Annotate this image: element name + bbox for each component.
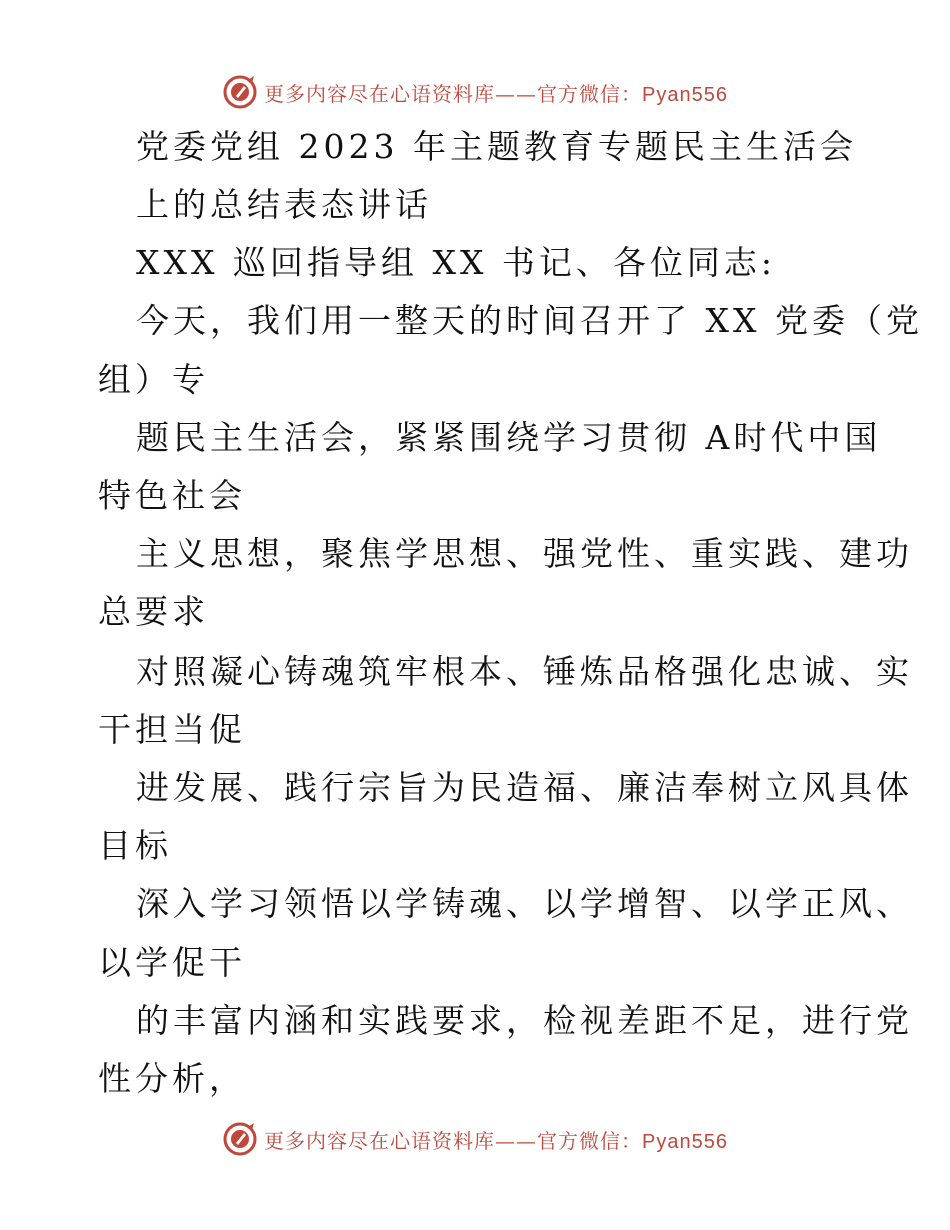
body-line: 对照凝心铸魂筑牢根本、锤炼品格强化忠诚、实: [136, 652, 913, 691]
body-line: 的丰富内涵和实践要求，检视差距不足，进行党: [136, 1001, 913, 1040]
body-line: 以学促干: [98, 943, 246, 982]
document-title-line-1: 党委党组 2023 年主题教育专题民主生活会: [136, 127, 857, 166]
pen-nib-circle-icon: [222, 74, 258, 110]
body-line: 题民主生活会，紧紧围绕学习贯彻 A时代中国: [136, 418, 882, 457]
header-watermark: [0, 72, 950, 112]
body-line: 性分析，: [98, 1059, 246, 1098]
footer-watermark: [0, 1119, 950, 1159]
body-line: 目标: [98, 826, 172, 865]
body-line: 今天，我们用一整天的时间召开了 XX 党委（党: [136, 301, 923, 340]
salutation: XXX 巡回指导组 XX 书记、各位同志:: [136, 243, 777, 282]
body-line: 干担当促: [98, 710, 246, 749]
body-line: 进发展、践行宗旨为民造福、廉洁奉树立风具体: [136, 768, 913, 807]
body-line: 组）专: [98, 360, 209, 399]
body-line: 特色社会: [98, 476, 246, 515]
body-line: 深入学习领悟以学铸魂、以学增智、以学正风、: [136, 884, 913, 923]
watermark-text: 更多内容尽在心语资料库——官方微信：Pyan556: [264, 81, 728, 106]
body-line: 主义思想，聚焦学思想、强党性、重实践、建功: [136, 534, 913, 573]
body-line: 总要求: [98, 592, 209, 631]
watermark-text: 更多内容尽在心语资料库——官方微信：Pyan556: [264, 1128, 728, 1153]
pen-nib-circle-icon: [222, 1121, 258, 1157]
document-title-line-2: 上的总结表态讲话: [136, 185, 432, 224]
